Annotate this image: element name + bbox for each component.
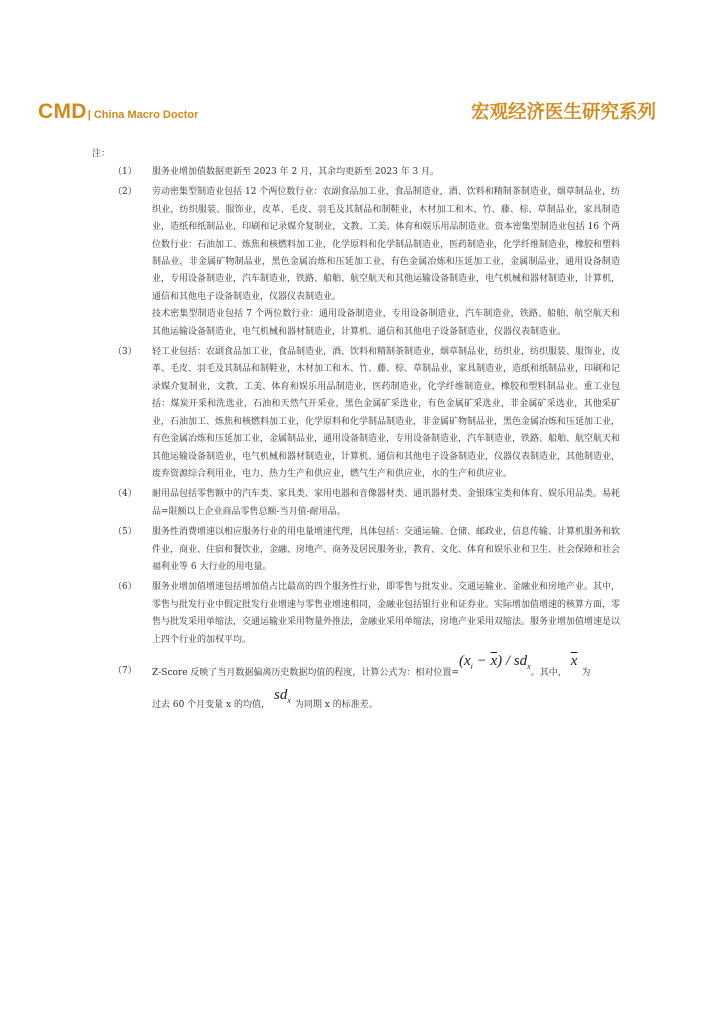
note-text <box>152 486 620 521</box>
zscore-text: Z-Score 反映了当月数据偏离历史数据均值的程度，计算公式为：相对位置= <box>152 667 459 678</box>
zscore-text: 。其中， <box>530 667 567 678</box>
sd-symbol: $sd_x$ <box>273 687 291 706</box>
note-paragraph: 劳动密集型制造业包括 12 个两位数行业：农副食品加工业，食品制造业，酒、饮料和精制茶制造业，烟草制品业，纺织业，纺织服装、服饰业，皮革、毛皮、羽毛及其制品和制鞋业，木材加工和木、竹、藤、棕、草制品业，家具制造业，造纸和纸制品业，印刷和记录媒介复制业，文教、工美、体育和娱乐用品制造业。资本密集型制造业包括 16 个两位数行业：石油加工、炼焦和核燃料加工业，化学原料和化学制品制造业，医药制造业，化学纤维制造业，橡胶和塑料制品业，非金属矿物制品业，黑色金属冶炼和压延加工业，有色金属冶炼和压延加工业，金属制品业，通用设备制造业，专用设备制造业，汽车制造业，铁路、船舶、航空航天和其他运输设备制造业，电气机械和器材制造业，计算机，通信和其他电子设备制造业，仪器仪表制造业。 <box>152 187 621 302</box>
note-number: （1） <box>113 167 137 177</box>
note-paragraph: 耐用品包括零售额中的汽车类、家具类、家用电器和音像器材类、通讯器材类、金银珠宝类和体育、娱乐用品类。易耗品=限额以上企业商品零售总额-当月值-耐用品。 <box>152 489 621 517</box>
note-number: （7） <box>113 665 137 676</box>
note-3 <box>92 344 620 483</box>
note-text <box>152 652 620 718</box>
note-7 <box>92 652 620 718</box>
note-5 <box>92 524 620 576</box>
note-text <box>152 524 620 576</box>
note-paragraph: 轻工业包括：农副食品加工业，食品制造业，酒、饮料和精制茶制造业，烟草制品业，纺织业，纺织服装、服饰业，皮革、毛皮、羽毛及其制品和制鞋业，木材加工和木、竹、藤、棕、草制品业，家具制造业，造纸和纸制品业，印刷和记录媒介复制业，文教、工美、体育和娱乐用品制造业，医药制造业，化学纤维制造业，橡胶和塑料制品业。重工业包括：煤炭开采和洗选业，石油和天然气开采业，黑色金属矿采选业，有色金属矿采选业，非金属矿采选业，其他采矿业，石油加工、炼焦和核燃料加工业，化学原料和化学制品制造业，非金属矿物制品业，黑色金属冶炼和压延加工业，有色金属冶炼和压延加工业，金属制品业，通用设备制造业，专用设备制造业，汽车制造业，铁路、船舶、航空航天和其他运输设备制造业，电气机械和器材制造业，计算机、通信和其他电子设备制造业，仪器仪表制造业，其他制造业，废弃资源综合利用业，电力、热力生产和供应业，燃气生产和供应业，水的生产和供应业。 <box>152 347 621 479</box>
x-bar-symbol: $\overline{x}$ <box>570 652 578 669</box>
note-text <box>152 344 620 483</box>
note-number: （5） <box>113 527 137 538</box>
note-paragraph: 服务业增加值增速包括增加值占比最高的四个服务性行业，即零售与批发业、交通运输业、金融业和房地产业。其中，零售与批发行业中假定批发行业增速与零售业增速相同，金融业包括银行业和证券业。实际增加值增速的核算方面，零售与批发采用单缩法，交通运输业采用物量外推法，金融业采用单缩法，房地产业采用双缩法。服务业增加值增速是以上四个行业的加权平均。 <box>152 582 621 645</box>
note-number: （4） <box>113 489 137 500</box>
notes-section <box>92 146 620 721</box>
page-header <box>38 96 656 130</box>
zscore-text: 为 <box>581 667 591 678</box>
brand-logo: CMD <box>38 100 87 123</box>
note-paragraph: 服务性消费增速以相应服务行业的用电量增速代理，具体包括：交通运输、仓储、邮政业，信息传输、计算机服务和软件业，商业、住宿和餐饮业，金融、房地产、商务及居民服务业，教育、文化、体育和娱乐业和卫生、社会保障和社会福利业等 6 大行业的用电量。 <box>152 527 621 572</box>
zscore-text: 为同期 x 的标准差。 <box>294 700 378 711</box>
note-number: （2） <box>113 187 137 198</box>
zscore-line-2 <box>152 687 620 717</box>
note-text <box>152 184 620 341</box>
note-4 <box>92 486 620 521</box>
note-2 <box>92 184 620 341</box>
note-paragraph: 技术密集型制造业包括 7 个两位数行业：通用设备制造业，专用设备制造业，汽车制造业，铁路、船舶、航空航天和其他运输设备制造业，电气机械和器材制造业，计算机、通信和其他电子设备制造业，仪器仪表制造业。 <box>152 309 620 337</box>
note-number: （3） <box>113 347 137 358</box>
note-text <box>152 579 620 649</box>
note-text <box>152 164 620 181</box>
zscore-text: 过去 60 个月变量 x 的均值， <box>152 700 270 711</box>
note-paragraph: 服务业增加值数据更新至 2023 年 2 月，其余均更新至 2023 年 3 月。 <box>152 167 440 177</box>
series-title: 宏观经济医生研究系列 <box>470 102 656 123</box>
note-6 <box>92 579 620 649</box>
zscore-line-1 <box>152 652 620 685</box>
zscore-formula: $(x_i - \overline{x}) / sd_x$ <box>458 652 531 671</box>
notes-heading: 注： <box>92 149 111 159</box>
brand-subtitle: | China Macro Doctor <box>87 109 199 121</box>
brand <box>38 100 198 124</box>
note-number: （6） <box>113 582 137 593</box>
note-1 <box>92 164 620 181</box>
